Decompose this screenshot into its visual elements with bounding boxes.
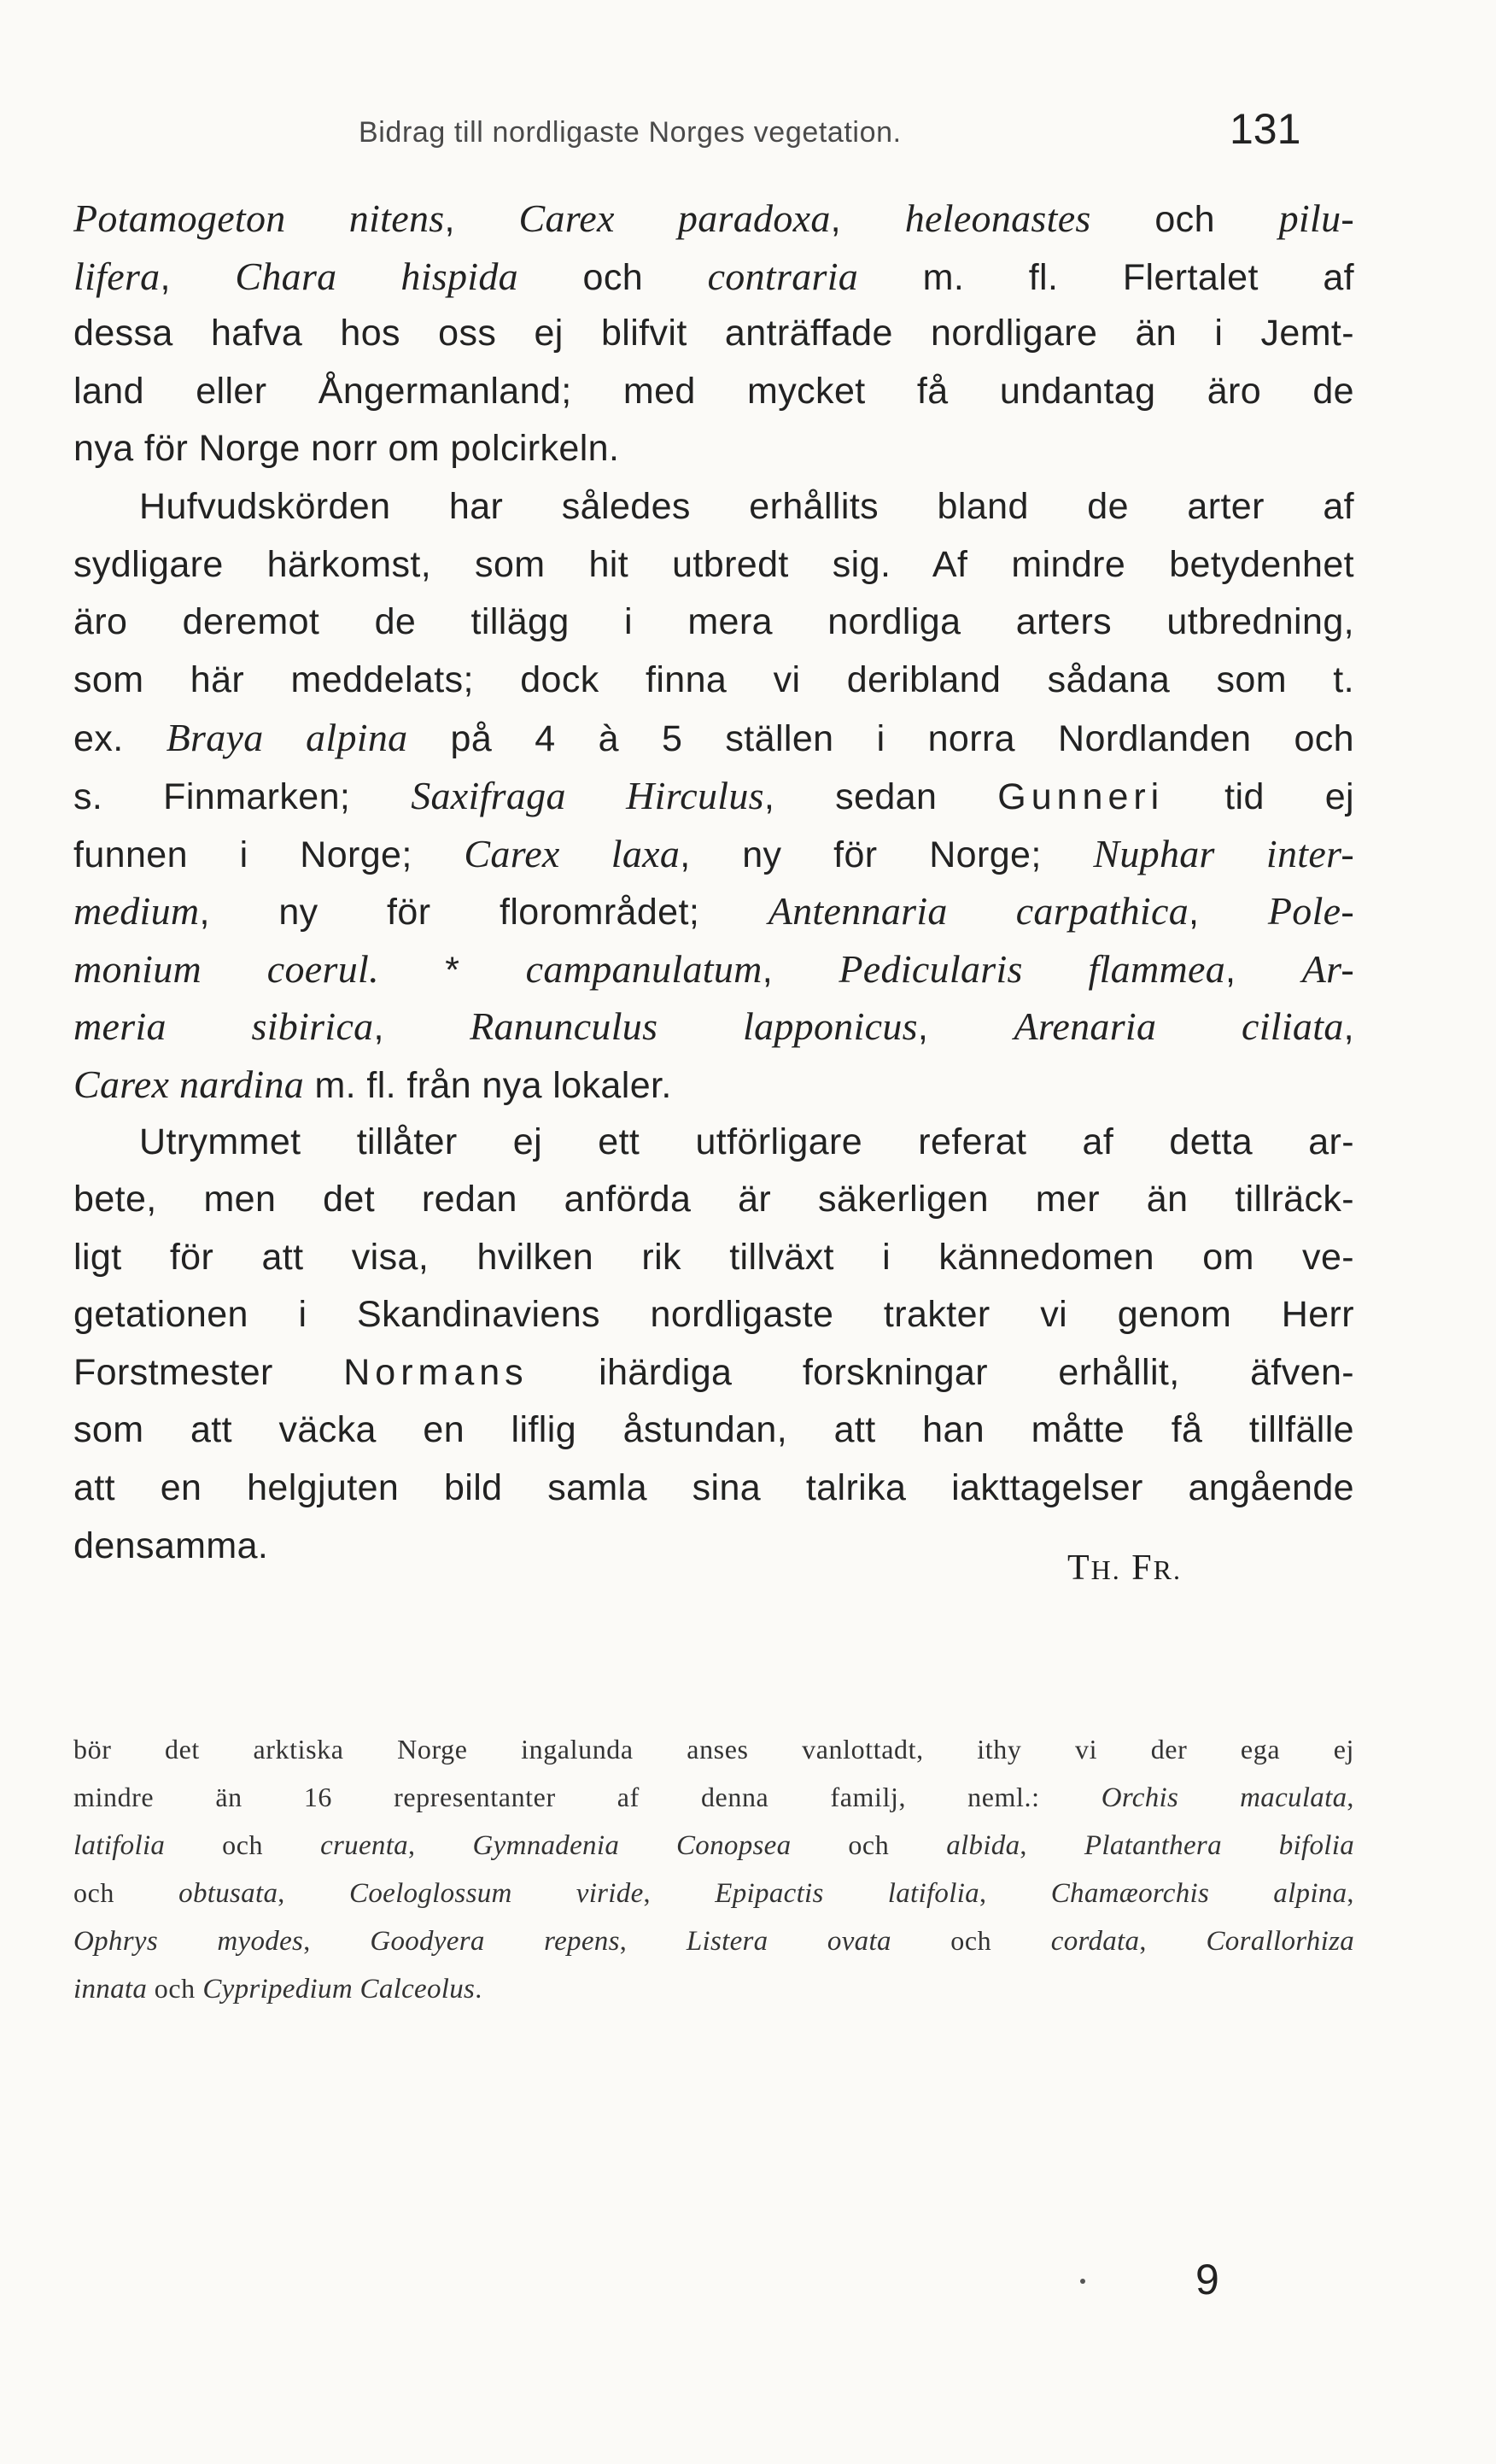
body-line: Utrymmet tillåter ej ett utförligare referat af detta ar- bbox=[139, 1121, 1354, 1162]
page-number: 131 bbox=[1230, 105, 1301, 153]
body-line: nya för Norge norr om polcirkeln. bbox=[73, 428, 620, 470]
running-title: Bidrag till nordligaste Norges vegetation. bbox=[359, 116, 902, 149]
page-header bbox=[0, 104, 1496, 155]
body-line: ligt för att visa, hvilken rik tillväxt i kännedomen om ve- bbox=[73, 1236, 1354, 1278]
body-line: som här meddelats; dock finna vi deribland sådana som t. bbox=[73, 658, 1354, 700]
body-line: land eller Ångermanland; med mycket få undantag äro de bbox=[73, 370, 1354, 412]
footnote-line: bör det arktiska Norge ingalunda anses vanlottadt, ithy vi der ega ej bbox=[73, 1734, 1354, 1765]
footnote-line: mindre än 16 representanter af denna familj, neml.: Orchis maculata, bbox=[73, 1782, 1354, 1813]
footnote-line: innata och Cypripedium Calceolus. bbox=[73, 1973, 482, 2005]
body-line: dessa hafva hos oss ej blifvit anträffade nordligare än i Jemt- bbox=[73, 313, 1354, 354]
body-line: sydligare härkomst, som hit utbredt sig. Af mindre betydenhet bbox=[73, 543, 1354, 585]
author-signature: TH. FR. bbox=[1067, 1548, 1182, 1588]
footnote-line: och obtusata, Coeloglossum viride, Epipactis latifolia, Chamæorchis alpina, bbox=[73, 1877, 1355, 1909]
body-line: äro deremot de tillägg i mera nordliga arters utbredning, bbox=[73, 601, 1354, 643]
body-text bbox=[73, 190, 1354, 1575]
body-line: lifera, Chara hispida och contraria m. fl. Flertalet af bbox=[73, 254, 1354, 298]
body-line: funnen i Norge; Carex laxa, ny för Norge; Nuphar inter- bbox=[73, 831, 1354, 875]
body-line: Forstmester Normans ihärdiga forskningar erhållit, äfven- bbox=[73, 1351, 1354, 1393]
body-line: ex. Braya alpina på 4 à 5 ställen i norra Nordlanden och bbox=[73, 716, 1354, 760]
body-line: monium coerul. * campanulatum, Pedicularis flammea, Ar- bbox=[73, 946, 1355, 991]
body-line: Potamogeton nitens, Carex paradoxa, heleonastes och pilu- bbox=[73, 196, 1354, 240]
body-line: getationen i Skandinaviens nordligaste trakter vi genom Herr bbox=[73, 1294, 1354, 1336]
body-line: Carex nardina m. fl. från nya lokaler. bbox=[73, 1062, 672, 1106]
body-line: meria sibirica, Ranunculus lapponicus, Arenaria ciliata, bbox=[73, 1004, 1354, 1049]
body-line: densamma. bbox=[73, 1525, 269, 1566]
body-line: s. Finmarken; Saxifraga Hirculus, sedan Gunneri tid ej bbox=[73, 773, 1354, 817]
signature-mark: 9 bbox=[1195, 2256, 1219, 2303]
body-line: bete, men det redan anförda är säkerligen mer än tillräck- bbox=[73, 1179, 1354, 1220]
footnote bbox=[73, 1725, 1354, 2012]
body-line: att en helgjuten bild samla sina talrika iakttagelser angående bbox=[73, 1467, 1354, 1509]
printer-dot bbox=[1080, 2279, 1085, 2284]
footnote-line: latifolia och cruenta, Gymnadenia Conopsea och albida, Platanthera bifolia bbox=[73, 1829, 1355, 1861]
body-line: Hufvudskörden har således erhållits bland de arter af bbox=[139, 485, 1354, 527]
body-line: medium, ny för florområdet; Antennaria carpathica, Pole- bbox=[73, 889, 1355, 934]
body-line: som att väcka en liflig åstundan, att han måtte få tillfälle bbox=[73, 1409, 1354, 1451]
footnote-line: Ophrys myodes, Goodyera repens, Listera ovata och cordata, Corallorhiza bbox=[73, 1925, 1355, 1957]
